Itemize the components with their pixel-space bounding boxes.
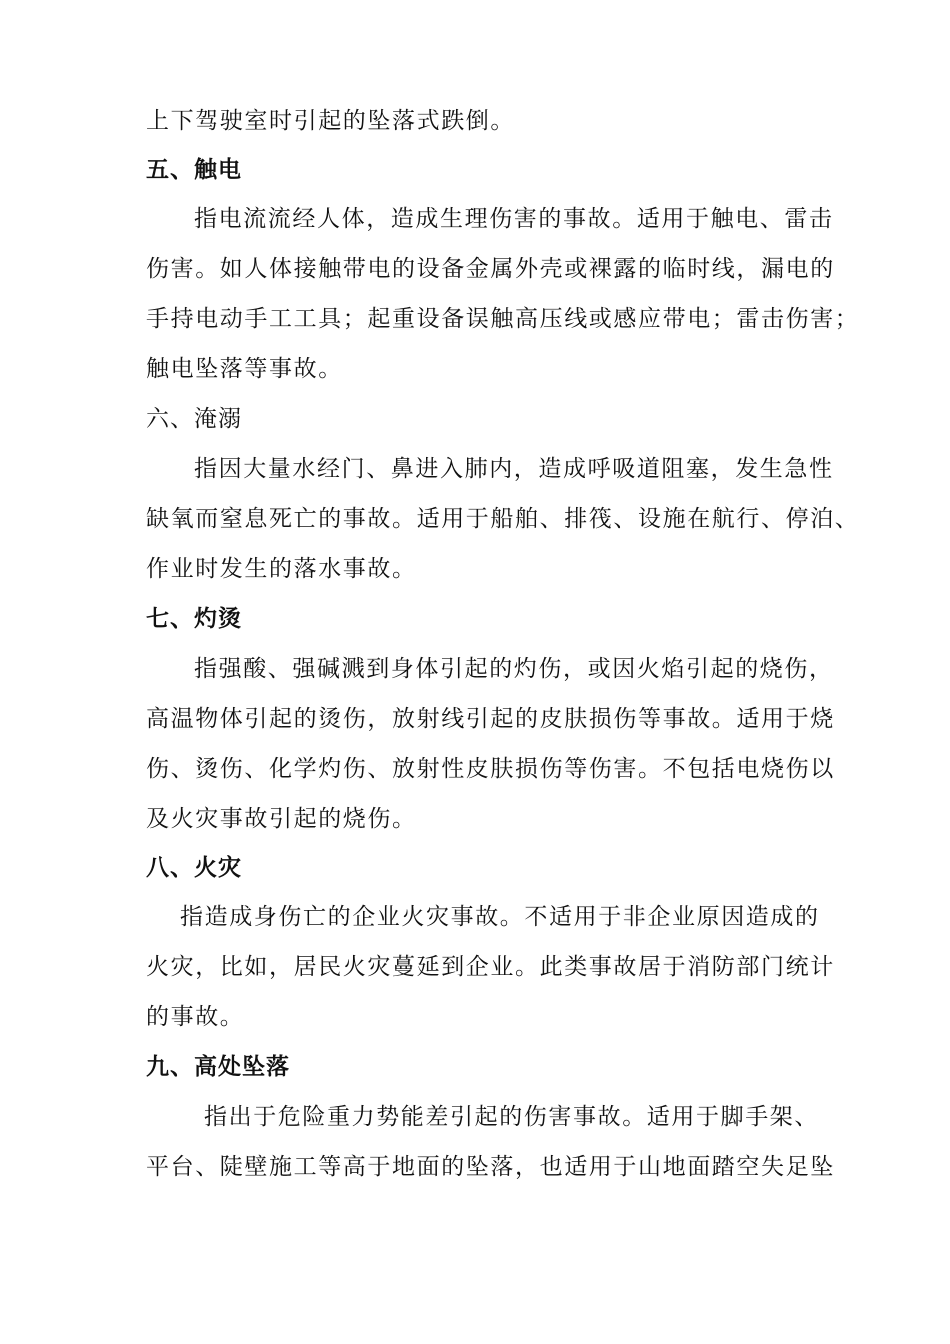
paragraph-line: 伤害。如人体接触带电的设备金属外壳或裸露的临时线，漏电的 (146, 256, 835, 282)
paragraph-line: 平台、陡壁施工等高于地面的坠落，也适用于山地面踏空失足坠 (146, 1154, 835, 1180)
paragraph-line: 伤、烫伤、化学灼伤、放射性皮肤损伤等伤害。不包括电烧伤以 (146, 756, 835, 782)
paragraph-line: 指电流流经人体，造成生理伤害的事故。适用于触电、雷击 (194, 206, 834, 232)
paragraph-line: 作业时发生的落水事故。 (146, 556, 417, 582)
paragraph-line: 指造成身伤亡的企业火灾事故。不适用于非企业原因造成的 (180, 904, 820, 930)
section-heading-falls-from-height: 九、高处坠落 (146, 1054, 290, 1080)
paragraph-line: 缺氧而窒息死亡的事故。适用于船舶、排筏、设施在航行、停泊、 (146, 506, 860, 532)
section-heading-electrocution: 五、触电 (146, 157, 242, 183)
paragraph-line: 触电坠落等事故。 (146, 356, 343, 382)
paragraph-line: 指因大量水经门、鼻进入肺内，造成呼吸道阻塞，发生急性 (194, 456, 834, 482)
paragraph-line: 指出于危险重力势能差引起的伤害事故。适用于脚手架、 (204, 1104, 819, 1130)
paragraph-line: 火灾，比如，居民火灾蔓延到企业。此类事故居于消防部门统计 (146, 954, 835, 980)
paragraph-line: 手持电动手工工具；起重设备误触高压线或感应带电；雷击伤害； (146, 306, 860, 332)
section-heading-fire: 八、火灾 (146, 855, 242, 881)
paragraph-line: 高温物体引起的烫伤，放射线引起的皮肤损伤等事故。适用于烧 (146, 706, 835, 732)
paragraph-line: 及火灾事故引起的烧伤。 (146, 806, 417, 832)
section-heading-burns: 七、灼烫 (146, 606, 242, 632)
paragraph-line: 指强酸、强碱溅到身体引起的灼伤，或因火焰引起的烧伤， (194, 656, 834, 682)
paragraph-line: 上下驾驶室时引起的坠落式跌倒。 (146, 108, 515, 134)
section-heading-drowning: 六、淹溺 (146, 406, 242, 432)
paragraph-line: 的事故。 (146, 1004, 245, 1030)
